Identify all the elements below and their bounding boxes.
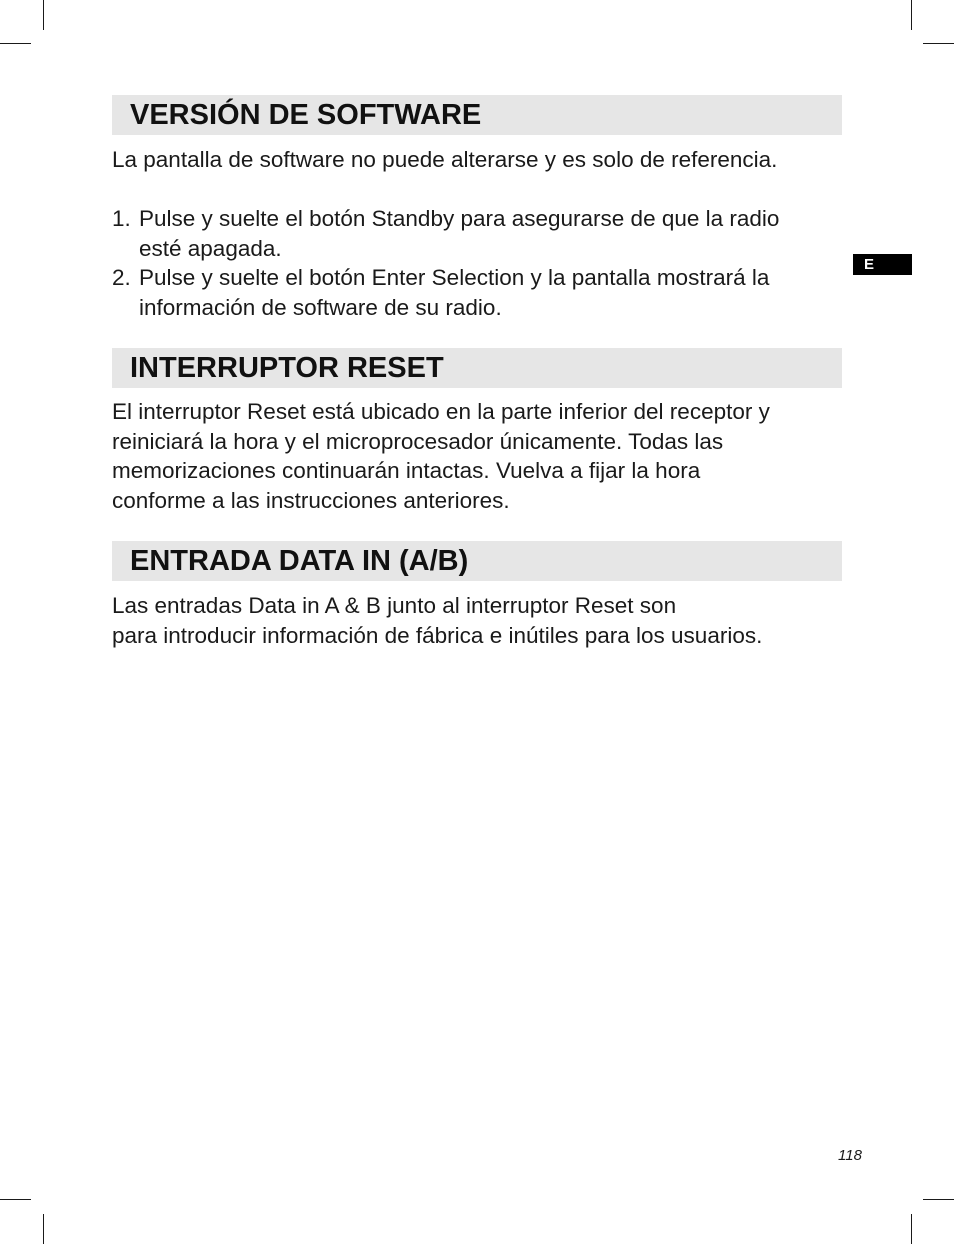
crop-mark-bottom-left-horizontal (0, 1199, 31, 1200)
step-item (112, 204, 852, 263)
step-line: información de software de su radio. (139, 294, 502, 320)
crop-mark-top-left-horizontal (0, 43, 31, 44)
crop-mark-bottom-right-horizontal (923, 1199, 954, 1200)
crop-mark-top-right-vertical (911, 0, 912, 30)
section-heading-data-in: ENTRADA DATA IN (A/B) (112, 541, 842, 581)
software-version-intro (112, 145, 852, 175)
section-heading-reset-switch: INTERRUPTOR RESET (112, 348, 842, 388)
intro-line: La pantalla de software no puede alterarse y es solo de referencia. (112, 147, 778, 172)
crop-mark-top-right-horizontal (923, 43, 954, 44)
step-number: 1. (112, 206, 131, 231)
paragraph-line: Las entradas Data in A & B junto al interruptor Reset son (112, 593, 677, 618)
crop-mark-bottom-left-vertical (43, 1214, 44, 1244)
data-in-paragraph (112, 591, 852, 650)
step-line: Pulse y suelte el botón Standby para asegurarse de que la radio (139, 206, 780, 231)
step-line: Pulse y suelte el botón Enter Selection y la pantalla mostrará la (139, 265, 770, 290)
step-item (112, 263, 852, 322)
paragraph-line: reiniciará la hora y el microprocesador únicamente. Todas las (112, 428, 724, 454)
language-tab: E (853, 254, 912, 275)
paragraph-line: memorizaciones continuarán intactas. Vuelva a fijar la hora (112, 458, 701, 483)
paragraph-line: para introducir información de fábrica e inútiles para los usuarios. (112, 622, 763, 648)
software-version-steps (112, 204, 852, 322)
reset-switch-paragraph (112, 397, 852, 515)
step-number: 2. (112, 265, 131, 290)
paragraph-line: conforme a las instrucciones anteriores. (112, 487, 510, 513)
crop-mark-top-left-vertical (43, 0, 44, 30)
page-number: 118 (838, 1147, 862, 1164)
paragraph-line: El interruptor Reset está ubicado en la parte inferior del receptor y (112, 399, 770, 424)
section-heading-software-version: VERSIÓN DE SOFTWARE (112, 95, 842, 135)
crop-mark-bottom-right-vertical (911, 1214, 912, 1244)
step-line: esté apagada. (139, 235, 282, 261)
